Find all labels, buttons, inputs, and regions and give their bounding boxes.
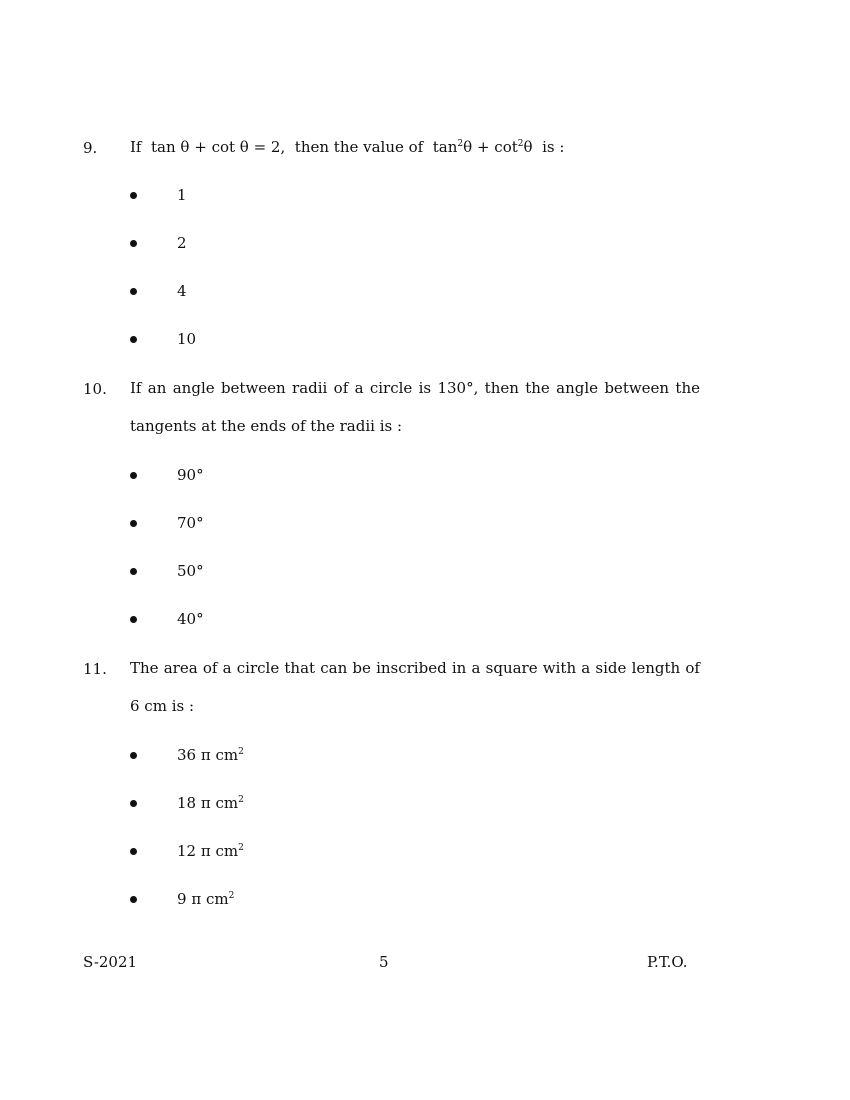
bullet-icon (130, 520, 137, 527)
q9-condition: tan θ + cot θ = 2, (151, 138, 286, 156)
bullet-icon (130, 800, 137, 807)
question-9-number: 9. (83, 139, 98, 157)
bullet-icon (130, 752, 137, 759)
question-10-text: If an angle between radii of a circle is 130°, then the angle between the tangents at the ends of the radii is : (130, 379, 700, 435)
question-11-text: The area of a circle that can be inscribed in a square with a side length of 6 cm is : (130, 659, 700, 715)
q9-prefix: If (130, 138, 142, 156)
bullet-icon (130, 896, 137, 903)
exam-page: 9. If tan θ + cot θ = 2, then the value of $\tan^2\theta + \cot^2\theta$ is : 1 2 4 10 10. If an angle between radii of a circle is 130°, then the angle between the tangents at the ends of the radii is : 90° 70° 50° 40° 11. The area of a circle that can be inscribed in a square with a side length of 6 cm is : 36 π $cm^2$ 18 π $cm^2$ 12 π $cm^2$ 9 π $cm^2$ S-2021 5 P.T.O. (0, 0, 850, 1100)
bullet-icon (130, 848, 137, 855)
bullet-icon (130, 240, 137, 247)
bullet-icon (130, 192, 137, 199)
footer-paper-code: S-2021 (83, 953, 138, 971)
q9-expr-plus: θ + cot (463, 138, 518, 156)
q9-exp-2: 2 (517, 139, 524, 149)
bullet-icon (130, 472, 137, 479)
bullet-icon (130, 288, 137, 295)
q9-suffix: is : (542, 138, 565, 156)
bullet-icon (130, 616, 137, 623)
q9-expr-theta: θ (523, 138, 533, 156)
bullet-icon (130, 336, 137, 343)
q9-expression (433, 138, 533, 156)
question-9-text (130, 128, 700, 166)
question-11-number: 11. (83, 660, 107, 678)
footer-pto: P.T.O. (647, 953, 688, 971)
q9-expr-tan: tan (432, 138, 458, 156)
footer-page-number: 5 (379, 953, 389, 971)
q9-mid: then the value of (294, 138, 424, 156)
q9-exp-1: 2 (457, 139, 464, 149)
bullet-icon (130, 568, 137, 575)
question-10-number: 10. (83, 380, 107, 398)
